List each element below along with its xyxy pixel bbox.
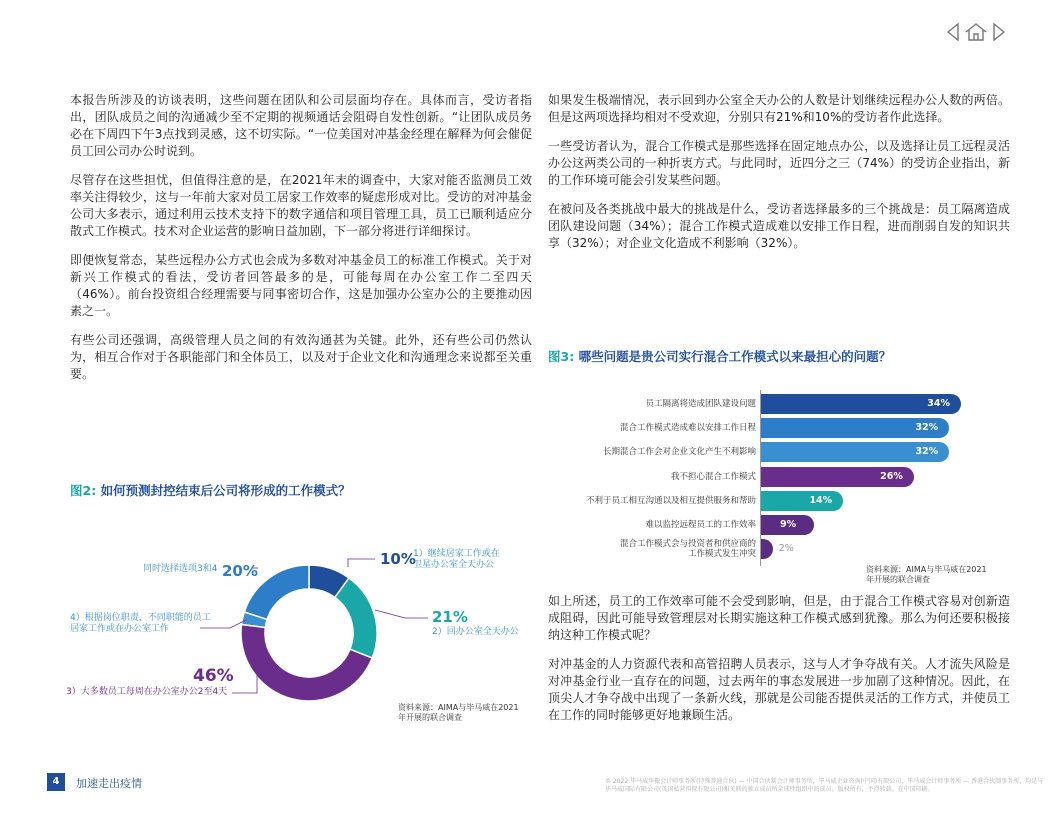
donut-slice: [335, 578, 377, 658]
page-number: 4: [47, 773, 65, 791]
bar-category-label-line: 不利于员工相互沟通以及相互提供服务和帮助: [585, 495, 756, 506]
bar-category-label-line: 混合工作模式造成难以安排工作日程: [619, 423, 756, 434]
bar-category-label: [556, 399, 756, 409]
bar-category-label: [556, 423, 756, 433]
paragraph: 在被问及各类挑战中最大的挑战是什么，受访者选择最多的三个挑战是：员工隔离造成团队建设问题（34%）；混合工作模式造成难以安排工作日程，进而削弱自发的知识共享（32%）；对企业文化造成不利影响（32%）。: [548, 202, 1010, 250]
source-line: 年开展的联合调查: [398, 713, 462, 722]
donut-value-label: 10%: [380, 550, 416, 568]
paragraph: 即便恢复常态，某些远程办公方式也会成为多数对冲基金员工的标准工作模式。关于对新兴工作模式的看法，受访者回答最多的是，可能每周在办公室工作二至四天（46%）。前台投资组合经理需要与同事密切合作，这是加强办公室办公的主要推动因素之一。: [70, 253, 532, 318]
donut-category-label: [413, 549, 500, 571]
donut-value-label: 20%: [222, 562, 258, 580]
leader-line: [232, 675, 257, 693]
right-column-bottom: [548, 593, 1010, 736]
label-line: 1）继续居家工作或在: [413, 549, 500, 559]
bar-category-label: [556, 472, 756, 482]
bar-value-label: 26%: [880, 470, 903, 482]
figure3-title-text: 哪些问题是贵公司实行混合工作模式以来最担心的问题？: [578, 349, 892, 364]
source-line: 年开展的联合调查: [866, 575, 930, 584]
bar-axis: [760, 390, 761, 566]
bar-value-label: 32%: [915, 446, 939, 458]
leader-line: [375, 610, 428, 618]
bar-category-label-line: 员工隔离将造成团队建设问题: [645, 399, 756, 409]
donut-value-label: 46%: [193, 666, 234, 686]
donut-category-label: 同时选择选项3和4: [143, 564, 218, 574]
donut-category-label: [70, 613, 211, 635]
figure2-number: 图2:: [70, 483, 97, 498]
bar-value-label: 14%: [809, 494, 833, 506]
footer-title: 加速走出疫情: [76, 777, 142, 790]
figure3-title: [548, 347, 891, 365]
bar-category-label-line: 长期混合工作会对企业文化产生不利影响: [602, 447, 756, 458]
paragraph: 本报告所涉及的访谈表明，这些问题在团队和公司层面均存在。具体而言，受访者指出，团队成员之间的沟通减少至不定期的视频通话会阻碍自发性创新。“让团队成员务必在下周四下午3点找到灵感，这不切实际。“一位美国对冲基金经理在解释为何会催促员工回公司办公时说到。: [70, 93, 532, 158]
bar-category-label: [556, 539, 756, 559]
footer-copyright: © 2022 毕马威华振会计师事务所(特殊普通合伙) — 中国合伙制会计师事务所，毕马威企业咨询(中国)有限公司，毕马威会计师事务所 — 香港合伙制事务所，均是与毕马威国际有限公司(英国私营担保有限公司)相关联的独立成员所全球性组织中的成员。版权所有，不得转载。在中国印刷。: [605, 778, 1044, 793]
bar-category-label-line: 难以监控远程员工的工作效率: [645, 520, 756, 530]
figure3-source: [866, 565, 987, 585]
bar-category-label: [556, 447, 756, 457]
bar-category-label-line: 混合工作模式会与投资者和供应商的: [619, 539, 756, 550]
paragraph: 一些受访者认为，混合工作模式是那些选择在固定地点办公，以及选择让员工远程灵活办公这两类公司的一种折衷方式。与此同时，近四分之三（74%）的受访企业指出，新的工作环境可能会引发某些问题。: [548, 139, 1010, 187]
bar-value-label: 32%: [915, 422, 939, 434]
bar-category-label-line: 工作模式发生冲突: [687, 549, 756, 560]
figure2-source: [398, 703, 519, 723]
paragraph: 对冲基金的人力资源代表和高管招聘人员表示，这与人才争夺战有关。人才流失风险是对冲基金行业一直存在的问题，过去两年的事态发展进一步加剧了这种情况。因此，在顶尖人才争夺战中出现了一条新火线，那就是公司能否提供灵活的工作方式，并使员工在工作的同时能够更好地兼顾生活。: [548, 657, 1010, 722]
figure2-title-text: 如何预测封控结束后公司将形成的工作模式？: [100, 483, 351, 498]
bar-value-label: 34%: [927, 398, 950, 409]
donut-category-label: 3）大多数员工每周在办公室办公2至4天: [66, 687, 228, 697]
bar-value-label: 9%: [780, 519, 797, 530]
bar-category-label-line: 我不担心混合工作模式: [670, 471, 756, 482]
paragraph: 如果发生极端情况，表示回到办公室全天办公的人数是计划继续远程办公人数的两倍。但是这两项选择均相对不受欢迎，分别只有21%和10%的受访者作此选择。: [548, 93, 1010, 124]
label-line: 卫星办公室全天办公: [413, 560, 495, 570]
donut-category-label: 2）回办公室全天办公: [432, 627, 519, 637]
bar-category-label: [556, 520, 756, 530]
figure3-number: 图3:: [548, 349, 575, 364]
paragraph: 有些公司还强调，高级管理人员之间的有效沟通甚为关键。此外，还有些公司仍然认为，相互合作对于各职能部门和全体员工，以及对于企业文化和沟通理念来说都至关重要。: [70, 333, 532, 381]
donut-value-label: 21%: [432, 608, 468, 626]
label-line: 4）根据岗位职责，不同职能的员工: [70, 613, 211, 623]
paragraph: 如上所述，员工的工作效率可能不会受到影响，但是，由于混合工作模式容易对创新造成阻碍，因此可能导致管理层对长期实施这种工作模式感到犹豫。那么为何还要积极接纳这种工作模式呢？: [548, 594, 1010, 642]
label-line: 居家工作或在办公室工作: [70, 624, 170, 634]
bar-category-label: [556, 496, 756, 506]
leader-line: [348, 559, 375, 567]
source-line: 资料来源：AIMA与毕马威在2021: [398, 703, 519, 712]
bar-value-label: 2%: [778, 543, 794, 555]
paragraph: 尽管存在这些担忧，但值得注意的是，在2021年末的调查中，大家对能否监测员工效率关注得较少，这与一年前大家对员工居家工作效率的疑虑形成对比。受访的对冲基金公司大多表示，通过利用云技术支持下的数字通信和项目管理工具，员工已顺利适应分散式工作模式。技术对企业运营的影响日益加剧，下一部分将进行详细探讨。: [70, 173, 532, 238]
source-line: 资料来源：AIMA与毕马威在2021: [866, 565, 987, 574]
